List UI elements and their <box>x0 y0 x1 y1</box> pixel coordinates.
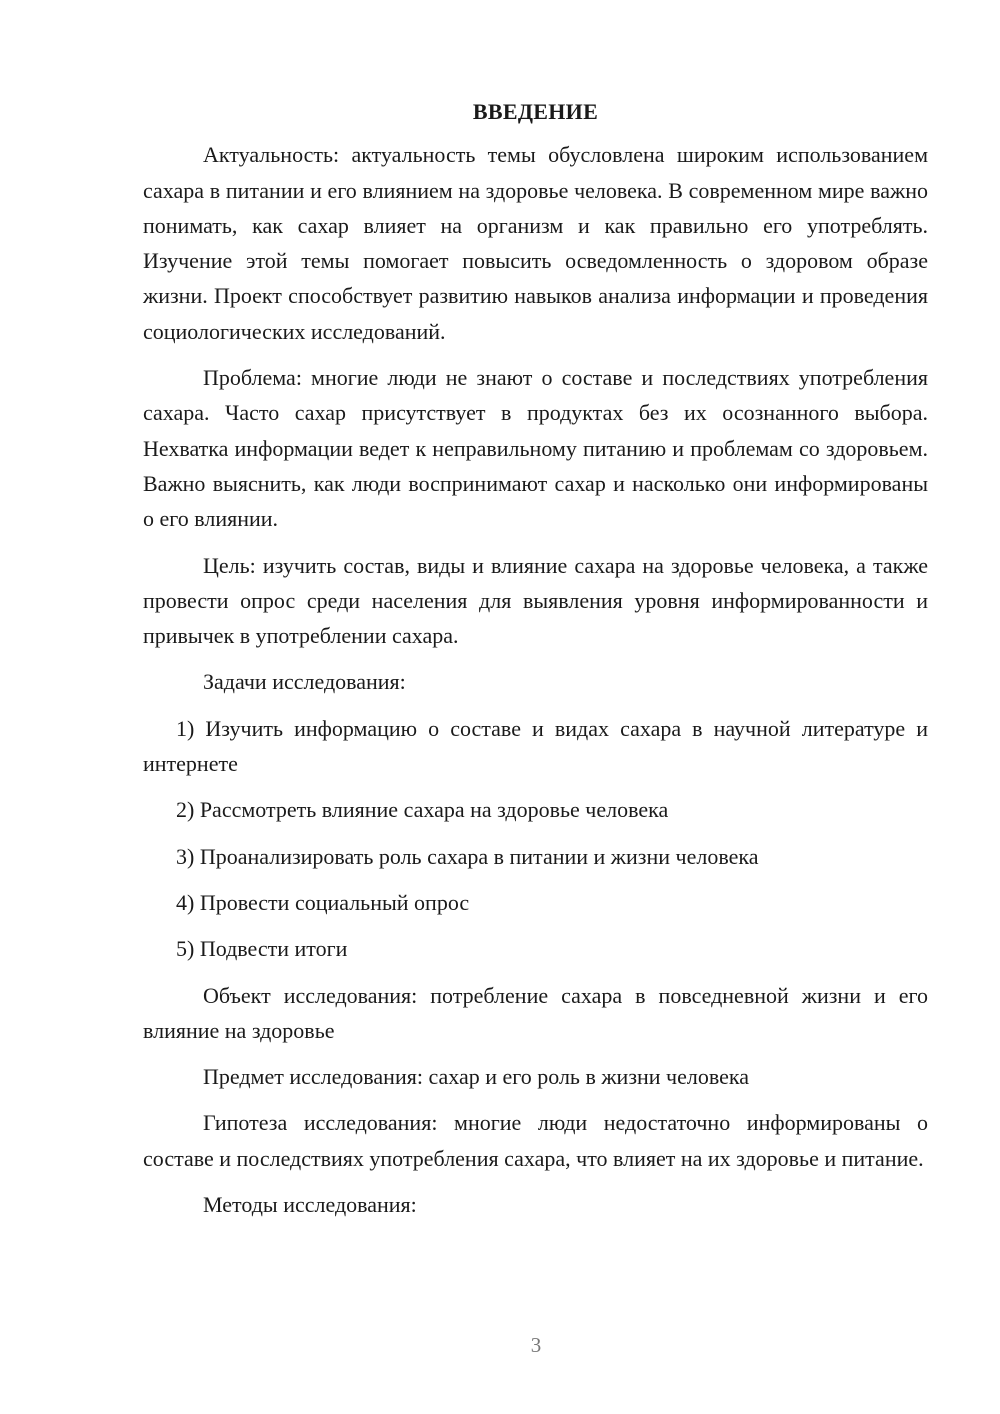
tasks-list <box>143 711 928 967</box>
task-item: 3) Проанализировать роль сахара в питании и жизни человека <box>176 843 759 869</box>
subject-paragraph: Предмет исследования: сахар и его роль в жизни человека <box>203 1064 750 1090</box>
task-item: 5) Подвести итоги <box>176 936 348 962</box>
task-item: 1) Изучить информацию о составе и видах сахара в научной литературе и интернете <box>143 715 928 777</box>
methods-paragraph: Методы исследования: <box>203 1192 417 1218</box>
object-paragraph: Объект исследования: потребление сахара в повседневной жизни и его влияние на здоровье <box>143 982 928 1043</box>
section-heading: ВВЕДЕНИЕ <box>472 99 599 124</box>
task-item: 4) Провести социальный опрос <box>176 889 470 915</box>
problem-paragraph: Проблема: многие люди не знают о составе и последствиях употребления сахара. Часто сахар присутствует в продуктах без их осознанного выбора. Нехватка информации ведет к неправильному питанию и проблемам со здоровьем. Важно выяснить, как люди воспринимают сахар и насколько они информированы о его влиянии. <box>143 365 928 532</box>
relevance-paragraph: Актуальность: актуальность темы обусловлена широким использованием сахара в питании и его влиянием на здоровье человека. В современном мире важно понимать, как сахар влияет на организм и как правильно его употреблять. Изучение этой темы помогает повысить осведомленность о здоровом образе жизни. Проект способствует развитию навыков анализа информации и проведения социологических исследований. <box>143 142 928 344</box>
hypothesis-paragraph: Гипотеза исследования: многие люди недостаточно информированы о составе и последствиях употребления сахара, что влияет на их здоровье и питание. <box>143 1110 928 1171</box>
goal-paragraph: Цель: изучить состав, виды и влияние сахара на здоровье человека, а также провести опрос среди населения для выявления уровня информированности и привычек в употреблении сахара. <box>143 552 928 649</box>
page-number: 3 <box>530 1333 542 1357</box>
tasks-title: Задачи исследования: <box>203 669 406 695</box>
page-content <box>143 94 928 1233</box>
task-item: 2) Рассмотреть влияние сахара на здоровье человека <box>176 797 669 823</box>
